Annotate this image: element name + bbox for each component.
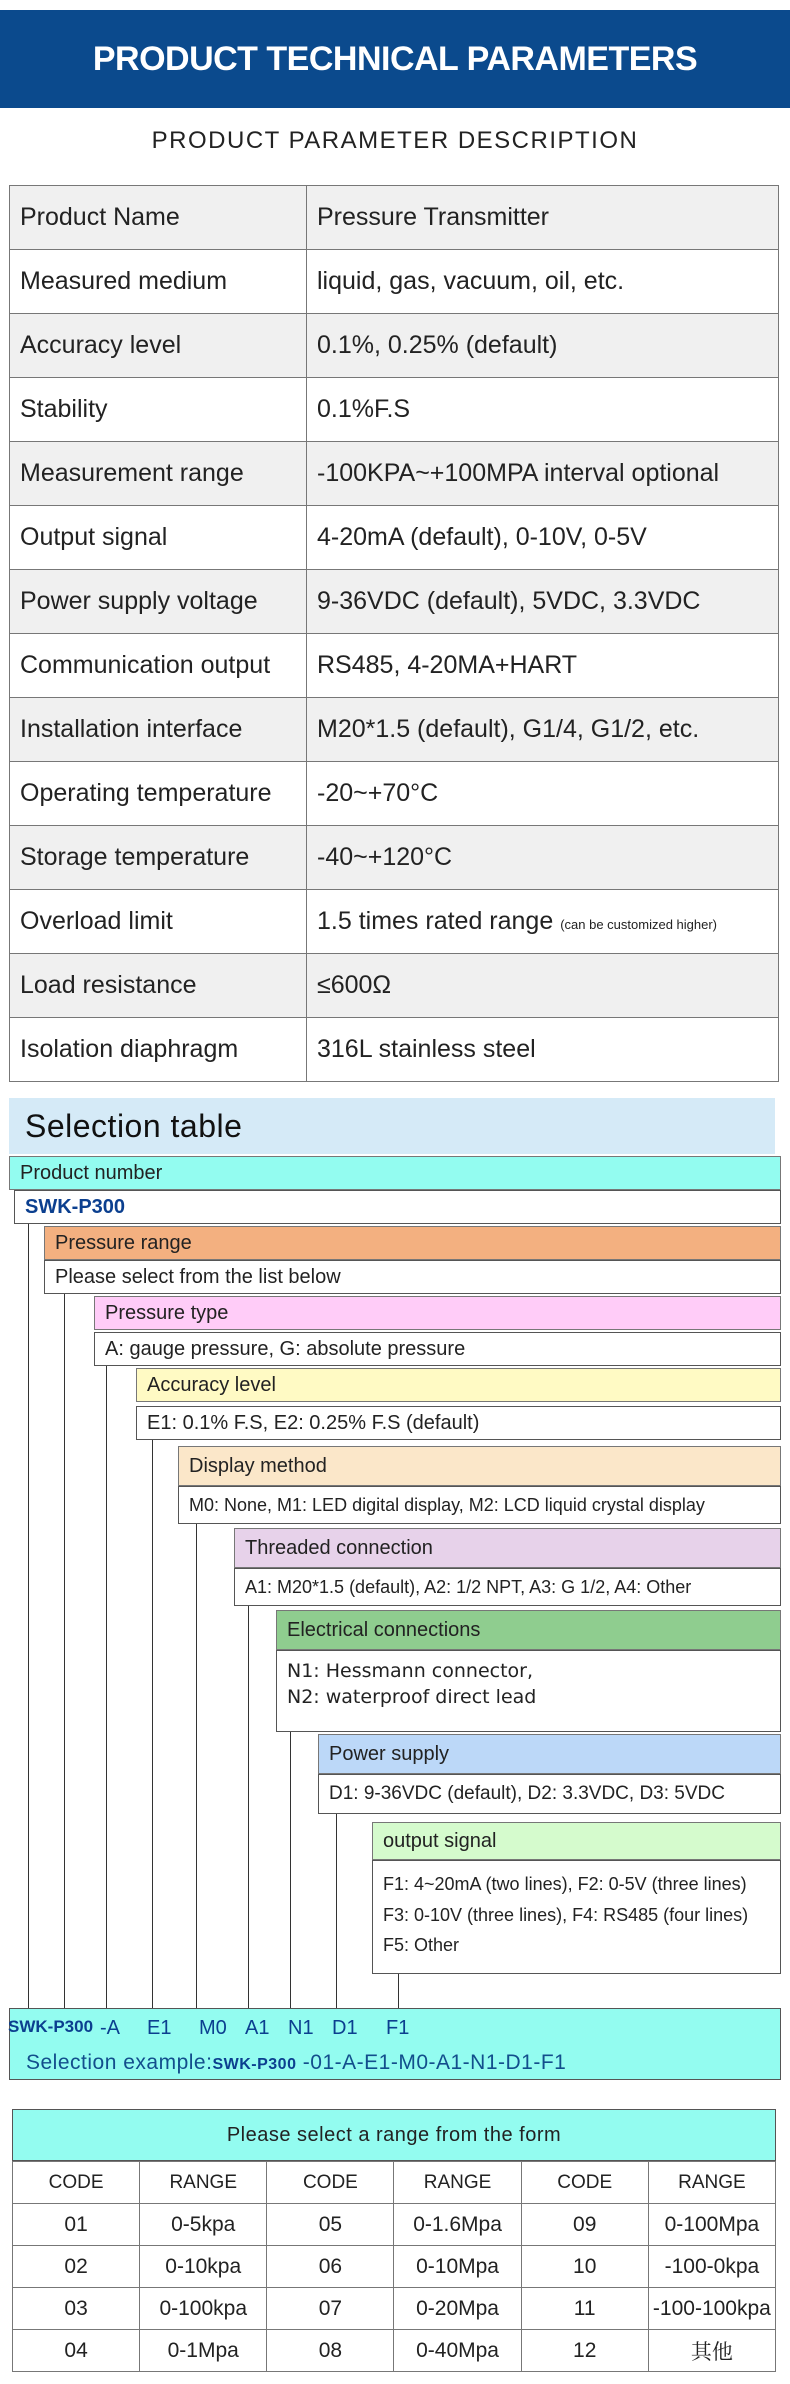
- table-row: [10, 250, 779, 314]
- code-display: M0: [199, 2017, 227, 2039]
- cell-code: 03: [13, 2288, 140, 2330]
- connector-line: [336, 1788, 337, 2008]
- output-option-line: F3: 0-10V (three lines), F4: RS485 (four lines): [383, 1904, 749, 1925]
- cell-code: 10: [521, 2246, 648, 2288]
- cell-code: 01: [13, 2204, 140, 2246]
- param-key: Storage temperature: [10, 826, 307, 890]
- cell-code: 08: [267, 2330, 394, 2372]
- code-model: SWK-P300: [8, 2017, 94, 2036]
- connector-line: [398, 1974, 399, 2008]
- param-value: 316L stainless steel: [307, 1018, 779, 1082]
- output-option-line: F1: 4~20mA (two lines), F2: 0-5V (three lines): [383, 1874, 747, 1894]
- output-signal-value: [372, 1860, 781, 1974]
- cell-range: -100-100kpa: [648, 2288, 775, 2330]
- range-table: [12, 2161, 776, 2372]
- pressure-range-header: Pressure range: [44, 1226, 781, 1260]
- cell-code: 09: [521, 2204, 648, 2246]
- column-header: RANGE: [648, 2162, 775, 2204]
- product-number-header: Product number: [9, 1156, 781, 1190]
- param-value: -100KPA~+100MPA interval optional: [307, 442, 779, 506]
- table-row: [10, 442, 779, 506]
- cell-range: 0-40Mpa: [394, 2330, 521, 2372]
- electrical-connections-header: Electrical connections: [276, 1610, 781, 1650]
- table-row: [10, 378, 779, 442]
- param-key: Load resistance: [10, 954, 307, 1018]
- page-banner: PRODUCT TECHNICAL PARAMETERS: [0, 10, 790, 108]
- example-model: SWK-P300: [212, 2056, 297, 2073]
- pressure-type-header: Pressure type: [94, 1296, 781, 1330]
- range-table-title: Please select a range from the form: [12, 2109, 776, 2161]
- column-header: CODE: [267, 2162, 394, 2204]
- code-electrical: N1: [288, 2017, 314, 2039]
- param-value: 0.1%, 0.25% (default): [307, 314, 779, 378]
- cell-code: 12: [521, 2330, 648, 2372]
- column-header: CODE: [13, 2162, 140, 2204]
- accuracy-level-value: E1: 0.1% F.S, E2: 0.25% F.S (default): [136, 1406, 781, 1440]
- selection-code-row: [9, 2008, 781, 2080]
- table-row: [10, 186, 779, 250]
- connector-line: [196, 1520, 197, 2008]
- column-header: RANGE: [394, 2162, 521, 2204]
- cell-range: 0-100Mpa: [648, 2204, 775, 2246]
- param-key: Overload limit: [10, 890, 307, 954]
- table-row: [13, 2246, 776, 2288]
- code-accuracy: E1: [147, 2017, 172, 2039]
- param-key: Measured medium: [10, 250, 307, 314]
- threaded-connection-value: A1: M20*1.5 (default), A2: 1/2 NPT, A3: G 1/2, A4: Other: [234, 1568, 781, 1606]
- cell-code: 07: [267, 2288, 394, 2330]
- cell-range: 0-5kpa: [140, 2204, 267, 2246]
- cell-code: 11: [521, 2288, 648, 2330]
- parameter-table: [9, 185, 779, 1082]
- display-method-header: Display method: [178, 1446, 781, 1486]
- table-row: [13, 2330, 776, 2372]
- connector-line: [248, 1602, 249, 2008]
- param-key: Output signal: [10, 506, 307, 570]
- page-subtitle: PRODUCT PARAMETER DESCRIPTION: [151, 127, 639, 154]
- electrical-option-n1: N1: Hessmann connector,: [287, 1660, 534, 1682]
- table-row: [13, 2288, 776, 2330]
- code-pressure-type: -A: [100, 2017, 120, 2039]
- connector-line: [152, 1440, 153, 2008]
- table-row: [10, 314, 779, 378]
- param-key: Installation interface: [10, 698, 307, 762]
- table-row: [10, 506, 779, 570]
- param-key: Product Name: [10, 186, 307, 250]
- threaded-connection-header: Threaded connection: [234, 1528, 781, 1568]
- table-row: [10, 698, 779, 762]
- param-value: RS485, 4-20MA+HART: [307, 634, 779, 698]
- cell-code: 02: [13, 2246, 140, 2288]
- product-number-value: SWK-P300: [14, 1190, 781, 1224]
- cell-range: 0-10kpa: [140, 2246, 267, 2288]
- connector-line: [28, 1224, 29, 2008]
- selection-title: Selection table: [9, 1098, 775, 1154]
- param-key: Power supply voltage: [10, 570, 307, 634]
- table-row: [10, 1018, 779, 1082]
- example-suffix: -01-A-E1-M0-A1-N1-D1-F1: [296, 2051, 567, 2074]
- param-value: [307, 890, 779, 954]
- connector-line: [64, 1294, 65, 2008]
- cell-code: 06: [267, 2246, 394, 2288]
- table-row: [10, 634, 779, 698]
- code-output: F1: [386, 2017, 410, 2039]
- table-row: [10, 826, 779, 890]
- cell-range: 0-20Mpa: [394, 2288, 521, 2330]
- param-value: -40~+120°C: [307, 826, 779, 890]
- param-key: Measurement range: [10, 442, 307, 506]
- param-note: (can be customized higher): [560, 917, 718, 932]
- table-row: [10, 762, 779, 826]
- param-value: 9-36VDC (default), 5VDC, 3.3VDC: [307, 570, 779, 634]
- connector-line: [106, 1366, 107, 2008]
- power-supply-header: Power supply: [318, 1734, 781, 1774]
- param-key: Accuracy level: [10, 314, 307, 378]
- cell-range: -100-0kpa: [648, 2246, 775, 2288]
- accuracy-level-header: Accuracy level: [136, 1368, 781, 1402]
- table-row: [10, 890, 779, 954]
- param-value: 0.1%F.S: [307, 378, 779, 442]
- code-thread: A1: [245, 2017, 270, 2039]
- pressure-type-value: A: gauge pressure, G: absolute pressure: [94, 1332, 781, 1366]
- cell-range: 0-1.6Mpa: [394, 2204, 521, 2246]
- param-value: M20*1.5 (default), G1/4, G1/2, etc.: [307, 698, 779, 762]
- param-value: 4-20mA (default), 0-10V, 0-5V: [307, 506, 779, 570]
- param-key: Isolation diaphragm: [10, 1018, 307, 1082]
- param-value-text: 1.5 times rated range: [317, 907, 554, 935]
- cell-range: 0-10Mpa: [394, 2246, 521, 2288]
- output-option-line: F5: Other: [383, 1935, 460, 1956]
- electrical-connections-value: [276, 1650, 781, 1732]
- cell-range: 0-1Mpa: [140, 2330, 267, 2372]
- param-key: Stability: [10, 378, 307, 442]
- output-signal-header: output signal: [372, 1822, 781, 1860]
- table-row: [10, 954, 779, 1018]
- display-method-value: M0: None, M1: LED digital display, M2: LCD liquid crystal display: [178, 1486, 781, 1524]
- param-value: liquid, gas, vacuum, oil, etc.: [307, 250, 779, 314]
- table-row: [10, 570, 779, 634]
- column-header: CODE: [521, 2162, 648, 2204]
- power-supply-value: D1: 9-36VDC (default), D2: 3.3VDC, D3: 5VDC: [318, 1774, 781, 1814]
- code-power: D1: [332, 2017, 358, 2039]
- param-value: Pressure Transmitter: [307, 186, 779, 250]
- electrical-option-n2: N2: waterproof direct lead: [287, 1685, 537, 1708]
- cell-code: 05: [267, 2204, 394, 2246]
- example-label: Selection example:: [26, 2051, 213, 2074]
- param-value: ≤600Ω: [307, 954, 779, 1018]
- selection-example: [26, 2051, 566, 2075]
- connector-line: [290, 1684, 291, 2008]
- cell-range: 其他: [648, 2330, 775, 2372]
- pressure-range-value: Please select from the list below: [44, 1260, 781, 1294]
- column-header: RANGE: [140, 2162, 267, 2204]
- cell-range: 0-100kpa: [140, 2288, 267, 2330]
- param-key: Operating temperature: [10, 762, 307, 826]
- table-header-row: [13, 2162, 776, 2204]
- param-key: Communication output: [10, 634, 307, 698]
- table-row: [13, 2204, 776, 2246]
- cell-code: 04: [13, 2330, 140, 2372]
- param-value: -20~+70°C: [307, 762, 779, 826]
